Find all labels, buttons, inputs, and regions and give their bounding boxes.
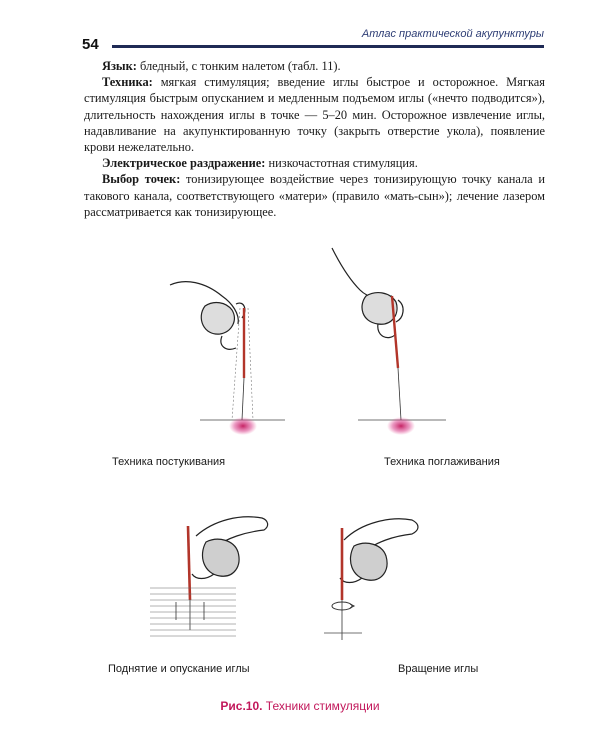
term-electric: Электрическое раздражение: (102, 156, 266, 171)
stroking-illustration (332, 248, 446, 420)
rotation-illustration (324, 519, 418, 640)
text-tongue: бледный, с тонким налетом (табл. 11). (136, 59, 341, 73)
figure-caption (0, 699, 600, 713)
term-tongue: Язык: (102, 59, 137, 73)
tapping-point-glow (229, 417, 257, 435)
text-technique: мягкая стимуляция; введение иглы быстрое и осторожное. Мягкая стимуляция быстрым опусканием и медленным подъемом иглы («нечто подводится»), длительность нахождения иглы в точке — 5–20 мин. Осторожное извлечение иглы, надавливание на акупунктированную точку (закрыть отверстие укола), появление крови нежелательно. (84, 75, 545, 155)
stroking-point-glow (387, 417, 415, 435)
term-points: Выбор точек: (102, 172, 181, 187)
caption-stroking: Техника поглаживания (384, 456, 500, 468)
caption-lifting-thrusting: Поднятие и опускание иглы (108, 663, 250, 675)
figure-title: Техники стимуляции (262, 699, 380, 713)
caption-tapping: Техника постукивания (112, 456, 226, 468)
figure-label: Рис.10. (220, 699, 263, 713)
tapping-illustration (170, 282, 285, 420)
lifting-thrusting-illustration (150, 517, 268, 636)
text-points: тонизирующее воздействие через тонизирующую точку канала и такового канала, соответствующего «матери» (правило «мать-сын»); лечение лазером рассматривается как тонизирующее. (84, 172, 545, 219)
text-electric: низкочастотная стимуляция. (265, 156, 418, 171)
term-technique: Техника: (102, 75, 153, 90)
caption-rotation: Вращение иглы (398, 663, 479, 675)
running-head: Атлас практической акупунктуры (361, 28, 544, 40)
page-number: 54 (82, 36, 99, 53)
